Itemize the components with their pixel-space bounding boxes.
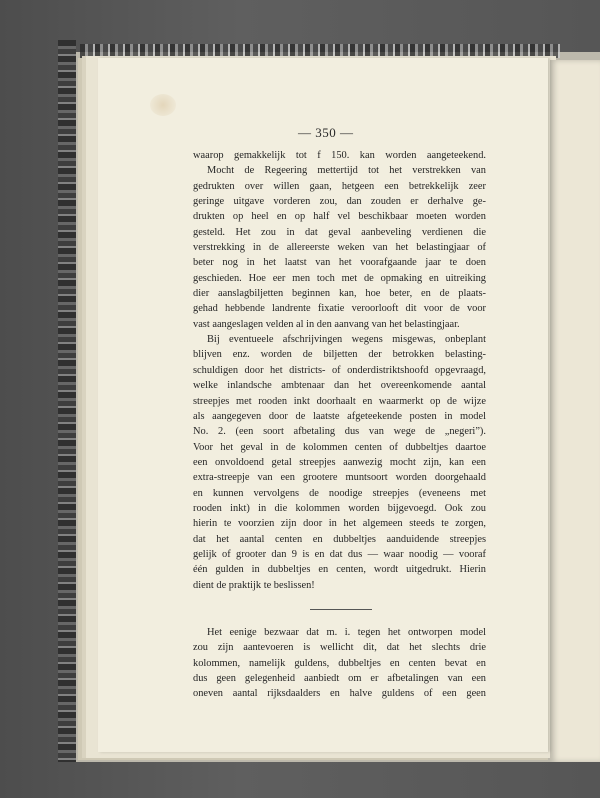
text-line: drukten op heel en op half vel beschikbaar moeten worden xyxy=(193,211,486,223)
text-line: kolommen, namelijk guldens, dubbeltjes en centen bevat en xyxy=(193,657,486,669)
paragraph-block-1 xyxy=(193,148,486,593)
text-line: oneven aantal rijksdaalders en halve guldens of een geen xyxy=(193,688,486,700)
text-line: gehad hebbende landrente fixatie veroorlooft dit voor de voor xyxy=(193,303,486,315)
text-line: rooden inkt) in die kolommen worden bijgevoegd. Ook zou xyxy=(193,502,486,514)
text-line: No. 2. (een soort afbetaling dus van wege de „negeri”). xyxy=(193,426,486,438)
text-line: Voor het geval in de kolommen centen of dubbeltjes daartoe xyxy=(193,441,486,453)
text-line: dient de praktijk te beslissen! xyxy=(193,579,315,591)
text-line: schuldigen door het districts- of onderdistriktshoofd opgevraagd, xyxy=(193,364,486,376)
text-line: Mocht de Regeering mettertijd tot het verstrekken van xyxy=(207,165,486,177)
text-line: extra-streepje van een grootere muntsoort worden doorgehaald xyxy=(193,472,486,484)
text-line: gesteld. Het zou in dat geval aanbeveling verdienen die xyxy=(193,226,486,238)
text-line: blijven enz. worden de biljetten der betrokken belasting- xyxy=(193,349,486,361)
paragraph-block-2 xyxy=(193,625,486,702)
paper-stain xyxy=(150,94,176,116)
facing-page-edge xyxy=(550,60,600,762)
text-line: hierin te voorzien zijn door in het algemeen steeds te zorgen, xyxy=(193,518,486,530)
text-line: Het eenige bezwaar dat m. i. tegen het ontworpen model xyxy=(207,626,486,638)
text-line: gedrukten over willen gaan, hetgeen een betrekkelijk zeer xyxy=(193,180,486,192)
text-line: gelijk of grooter dan 9 is en dat dus — waar noodig — vooraf xyxy=(193,548,486,560)
text-line: dus geen gelegenheid aanbiedt om er afbetalingen van een xyxy=(193,673,486,684)
text-line: als aangegeven door de laatste afgeteekende posten in model xyxy=(193,410,486,422)
text-line: dat het aantal centen en dubbeltjes aanduidende streepjes xyxy=(193,533,486,545)
text-line: vast aangeslagen velden al in den aanvang van het belastingjaar. xyxy=(193,318,460,330)
page-text xyxy=(193,148,486,702)
text-line: een onvoldoend getal streepjes aanwezig mocht zijn, kan een xyxy=(193,456,486,468)
book-spine-edge xyxy=(58,40,76,762)
text-line: één gulden in dubbeltjes en centen, wordt uitgedrukt. Hierin xyxy=(193,564,486,576)
text-line: geringe uitgave vorderen zou, dan zouden er derhalve ge- xyxy=(193,196,486,208)
text-line: waarop gemakkelijk tot f 150. kan worden aangeteekend. xyxy=(193,150,486,161)
text-line: Bij eventueele afschrijvingen wegens misgewas, onbeplant xyxy=(207,334,486,346)
text-line: dier aanslagbiljetten beginnen kan, hoe beter, en de plaats- xyxy=(193,288,486,300)
section-separator xyxy=(310,609,372,610)
text-line: streepjes met rooden inkt doorhaalt en waarmerkt op de wijze xyxy=(193,395,486,407)
text-line: en kunnen vervolgens de noodige streepjes (eveneens met xyxy=(193,487,486,499)
text-line: welke inlandsche ambtenaar dan het overeenkomende aantal xyxy=(193,380,486,392)
page-number: — 350 — xyxy=(298,125,354,140)
text-line: verstrekking in de allereerste weken van het belastingjaar of xyxy=(193,242,486,254)
text-line: zou zijn aantevoeren is wellicht dit, dat het slechts drie xyxy=(193,642,486,654)
text-line: geschieden. Hoe eer men toch met de opmaking en uitreiking xyxy=(193,272,486,284)
text-line: beter nog in het laatst van het voorafgaande jaar te doen xyxy=(193,257,486,269)
